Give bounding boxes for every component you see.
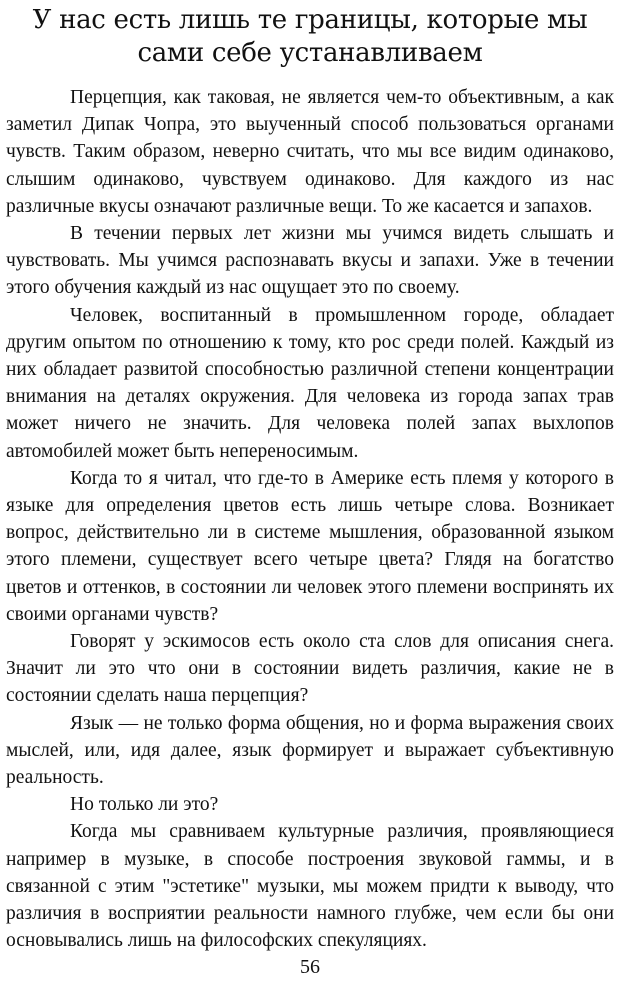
paragraph-question: Но только ли это? [70, 794, 219, 816]
paragraph-language: Язык — не только форма общения, но и форма выражения своих мыслей, или, идя далее, язык формирует и выражает субъективную реальность. [6, 712, 614, 789]
paragraph-tribe-colors: Когда то я читал, что где-то в Америке есть племя у которого в языке для определения цветов есть лишь четыре слова. Возникает вопрос, действительно ли в системе мышления, образованной языком этого племени, существует всего четыре цвета? Глядя на богатство цветов и оттенков, в состоянии ли человек этого племени воспринять их своими органами чувств? [6, 467, 614, 625]
paragraph-music: Когда мы сравниваем культурные различия, проявляющиеся например в музыке, в способе построения звуковой гаммы, и в связанной с этим "эстетике" музыки, мы можем придти к выводу, что различия в восприятии реальности намного глубже, чем если бы они основывались лишь на философских спекуляциях. [6, 821, 614, 952]
paragraph-first-years: В течении первых лет жизни мы учимся видеть слышать и чувствовать. Мы учимся распознавать вкусы и запахи. Уже в течении этого обучения каждый из нас ощущает это по своему. [6, 223, 614, 299]
paragraph-city-person: Человек, воспитанный в промышленном городе, обладает другим опытом по отношению к тому, кто рос среди полей. Каждый из них обладает развитой способностью различной степени концентрации внимания на деталях окружения. Для человека из города запах трав может ничего не значить. Для человека полей запах выхлопов автомобилей может быть непереносимым. [6, 304, 614, 462]
paragraph-eskimo-snow: Говорят у эскимосов есть около ста слов для описания снега. Значит ли это что они в состоянии видеть различия, какие не в состоянии сделать наша перцепция? [6, 631, 614, 707]
paragraph-perception: Перцепция, как таковая, не является чем-то объективным, а как заметил Дипак Чопра, это выученный способ пользоваться органами чувств. Таким образом, неверно считать, что мы все видим одинаково, слышим одинаково, чувствуем одинаково. Для каждого из нас различные вкусы означают различные вещи. То же касается и запахов. [6, 87, 614, 217]
chapter-title: У нас есть лишь те границы, которые мы сами себе устанавливаем [32, 5, 588, 68]
page-number: 56 [300, 956, 320, 978]
body-text [6, 84, 614, 955]
